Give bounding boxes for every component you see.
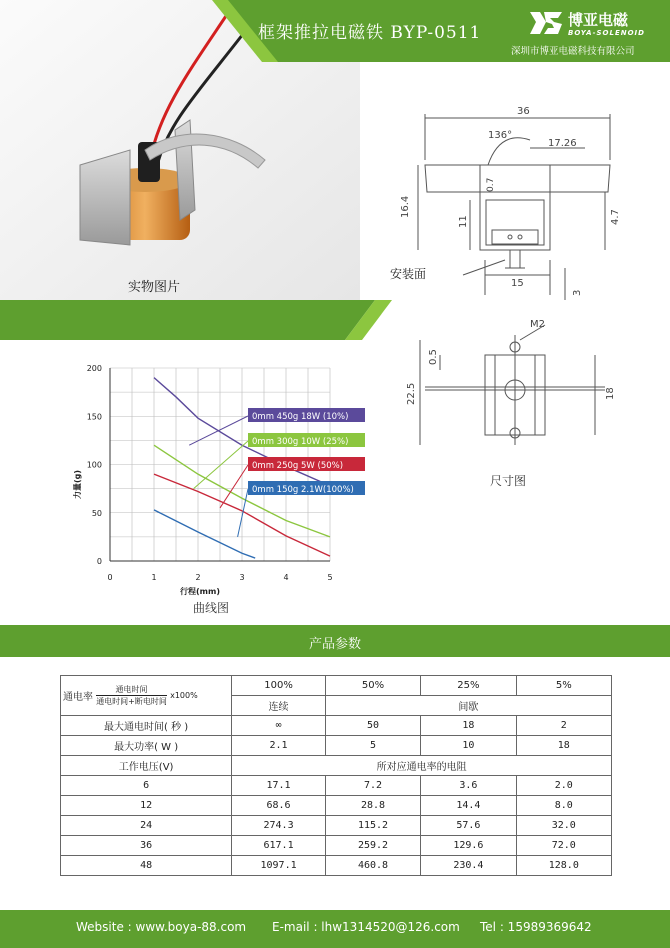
x-tick-label: 1 [151, 573, 157, 582]
dim-4-7: 4.7 [610, 209, 621, 225]
resistance-cell: 7.2 [325, 776, 420, 796]
table-cell: 50 [325, 716, 420, 736]
chart-caption: 曲线图 [193, 601, 230, 615]
resistance-cell: 2.0 [516, 776, 611, 796]
dimension-drawing-bottom [380, 315, 630, 465]
table-cell: 5 [325, 736, 420, 756]
boya-logo-icon [528, 10, 564, 36]
resistance-cell: 68.6 [232, 796, 326, 816]
x-tick-label: 4 [283, 573, 289, 582]
logo-english-name: BOYA-SOLENOID [568, 29, 645, 37]
resistance-cell: 57.6 [421, 816, 516, 836]
dim-17-26: 17.26 [548, 138, 577, 149]
footer-website[interactable]: Website : www.boya-88.com [76, 920, 247, 934]
dim-36: 36 [517, 106, 530, 117]
table-cell: 连续 [232, 696, 326, 716]
resistance-cell: 8.0 [516, 796, 611, 816]
voltage-cell: 12 [61, 796, 232, 816]
y-tick-label: 200 [86, 364, 102, 373]
legend-label-0: 0mm 450g 18W (10%) [252, 412, 349, 422]
dim-16-4: 16.4 [400, 195, 411, 218]
table-row [61, 816, 612, 836]
table-row [61, 796, 612, 816]
table-row [61, 836, 612, 856]
dimension-caption: 尺寸图 [490, 474, 527, 488]
table-row-voltage-header [61, 756, 612, 776]
table-cell: 所对应通电率的电阻 [232, 756, 612, 776]
table-row-max-on-time [61, 716, 612, 736]
table-cell: 5% [516, 676, 611, 696]
table-cell: 100% [232, 676, 326, 696]
resistance-cell: 72.0 [516, 836, 611, 856]
dimension-drawing-top [380, 100, 630, 300]
resistance-cell: 129.6 [421, 836, 516, 856]
page-title: 框架推拉电磁铁 BYP-0511 [258, 23, 482, 43]
dim-136deg: 136° [488, 130, 513, 141]
dim-0-5: 0.5 [428, 349, 439, 365]
table-cell: 2.1 [232, 736, 326, 756]
voltage-cell: 36 [61, 836, 232, 856]
dim-11: 11 [458, 215, 469, 228]
dim-3: 3 [572, 289, 583, 296]
duty-header-cell [61, 676, 232, 716]
table-cell: 50% [325, 676, 420, 696]
legend-label-3: 0mm 150g 2.1W(100%) [252, 485, 354, 495]
dim-18: 18 [605, 387, 616, 400]
x-tick-label: 2 [195, 573, 201, 582]
logo-chinese-name: 博亚电磁 [568, 11, 629, 29]
table-row-max-power [61, 736, 612, 756]
resistance-cell: 230.4 [421, 856, 516, 876]
resistance-cell: 617.1 [232, 836, 326, 856]
mount-surface-label: 安装面 [390, 267, 427, 281]
y-axis-label: 力量(g) [73, 469, 82, 500]
voltage-cell: 6 [61, 776, 232, 796]
resistance-cell: 32.0 [516, 816, 611, 836]
resistance-cell: 14.4 [421, 796, 516, 816]
x-tick-label: 0 [107, 573, 113, 582]
duty-fraction-numerator: 通电时间 [96, 684, 167, 696]
table-row-duty [61, 676, 612, 696]
table-cell: 25% [421, 676, 516, 696]
duty-label: 通电率 [63, 692, 93, 703]
spec-table [60, 675, 612, 876]
resistance-cell: 115.2 [325, 816, 420, 836]
company-name: 深圳市博亚电磁科技有限公司 [511, 46, 635, 57]
table-cell: 间歇 [325, 696, 611, 716]
table-row-header: 最大通电时间( 秒 ) [61, 716, 232, 736]
resistance-cell: 259.2 [325, 836, 420, 856]
voltage-cell: 48 [61, 856, 232, 876]
legend-leader-2 [220, 465, 248, 508]
resistance-cell: 460.8 [325, 856, 420, 876]
table-cell: 18 [421, 716, 516, 736]
x-tick-label: 3 [239, 573, 245, 582]
footer-tel: Tel : 15989369642 [480, 920, 592, 934]
legend-label-2: 0mm 250g 5W (50%) [252, 461, 344, 471]
table-row-header: 最大功率( W ) [61, 736, 232, 756]
table-cell: 10 [421, 736, 516, 756]
y-tick-label: 0 [96, 557, 102, 566]
section-title: 产品参数 [308, 637, 361, 652]
y-tick-label: 100 [86, 460, 102, 470]
dim-15: 15 [511, 278, 524, 289]
table-row [61, 776, 612, 796]
x-tick-label: 5 [327, 573, 333, 582]
x-axis-label: 行程(mm) [180, 587, 220, 596]
series-line-3 [154, 510, 255, 558]
table-cell: 18 [516, 736, 611, 756]
y-tick-label: 150 [86, 412, 102, 422]
duty-fraction-denominator: 通电时间+断电时间 [96, 697, 167, 706]
table-row [61, 856, 612, 876]
photo-caption: 实物图片 [128, 280, 181, 295]
duty-fraction [96, 684, 167, 707]
resistance-cell: 3.6 [421, 776, 516, 796]
resistance-cell: 128.0 [516, 856, 611, 876]
legend-leader-1 [194, 441, 248, 489]
table-row-header: 工作电压(V) [61, 756, 232, 776]
resistance-cell: 274.3 [232, 816, 326, 836]
resistance-cell: 28.8 [325, 796, 420, 816]
dim-m2: M2 [530, 319, 545, 330]
resistance-cell: 17.1 [232, 776, 326, 796]
dim-22-5: 22.5 [406, 382, 417, 405]
table-cell: ∞ [232, 716, 326, 736]
resistance-cell: 1097.1 [232, 856, 326, 876]
footer-email[interactable]: E-mail : lhw1314520@126.com [272, 920, 460, 934]
legend-label-1: 0mm 300g 10W (25%) [252, 437, 349, 447]
table-cell: 2 [516, 716, 611, 736]
y-tick-label: 50 [91, 508, 102, 518]
force-stroke-chart [70, 350, 380, 600]
dim-0-7: 0.7 [486, 177, 496, 192]
voltage-cell: 24 [61, 816, 232, 836]
duty-multiplier: x100% [170, 691, 198, 700]
